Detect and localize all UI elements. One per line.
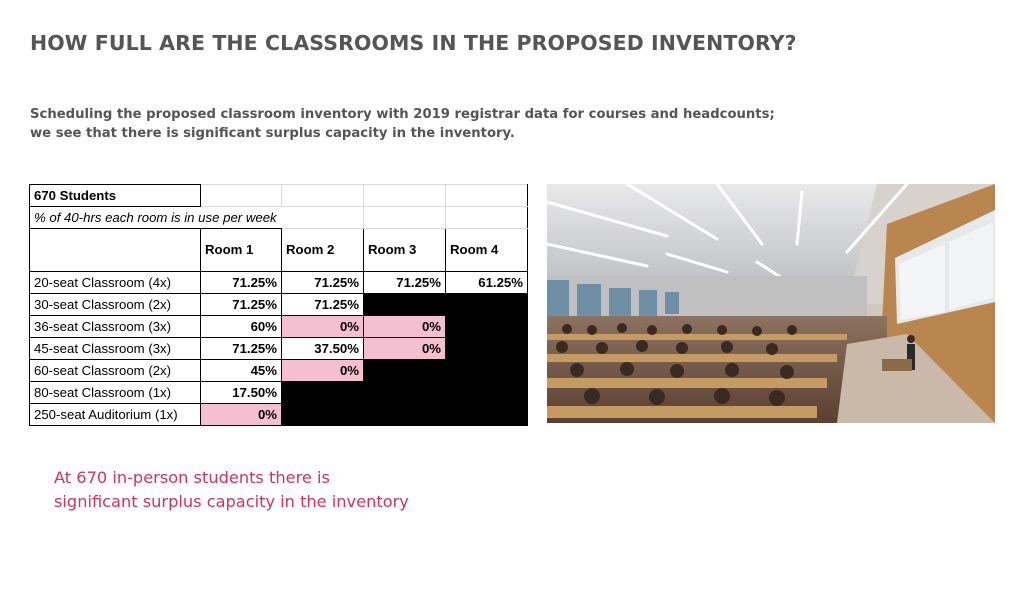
unavailable-cell xyxy=(446,404,528,426)
subtitle-line-1: Scheduling the proposed classroom inventory with 2019 registrar data for courses and headcounts; xyxy=(30,107,775,122)
table-cell: 61.25% xyxy=(446,272,528,294)
unavailable-cell xyxy=(446,294,528,316)
row-label: 250-seat Auditorium (1x) xyxy=(30,404,201,426)
table-cell: 60% xyxy=(201,316,282,338)
zero-usage-cell: 0% xyxy=(282,360,364,382)
unavailable-cell xyxy=(446,360,528,382)
zero-usage-cell: 0% xyxy=(201,404,282,426)
table-row xyxy=(30,360,528,382)
table-row xyxy=(30,316,528,338)
subtitle-line-2: we see that there is significant surplus capacity in the inventory. xyxy=(30,126,515,141)
row-label: 36-seat Classroom (3x) xyxy=(30,316,201,338)
table-group-row xyxy=(30,185,528,207)
column-header-room-2: Room 2 xyxy=(282,229,364,272)
table-row xyxy=(30,272,528,294)
zero-usage-cell: 0% xyxy=(364,338,446,360)
unavailable-cell xyxy=(364,294,446,316)
callout-line-2: significant surplus capacity in the inventory xyxy=(54,492,409,511)
column-header-room-1: Room 1 xyxy=(201,229,282,272)
row-label: 45-seat Classroom (3x) xyxy=(30,338,201,360)
table-row xyxy=(30,294,528,316)
table-row xyxy=(30,404,528,426)
table-cell: 45% xyxy=(201,360,282,382)
table-cell: 71.25% xyxy=(201,272,282,294)
callout-line-1: At 670 in-person students there is xyxy=(54,468,330,487)
table-cell: 17.50% xyxy=(201,382,282,404)
zero-usage-cell: 0% xyxy=(282,316,364,338)
table-caption: % of 40-hrs each room is in use per week xyxy=(30,207,282,229)
zero-usage-cell: 0% xyxy=(364,316,446,338)
unavailable-cell xyxy=(446,338,528,360)
table-cell: 71.25% xyxy=(201,294,282,316)
row-label: 80-seat Classroom (1x) xyxy=(30,382,201,404)
table-row xyxy=(30,338,528,360)
lecture-hall-photo xyxy=(547,184,995,423)
page-subtitle xyxy=(30,105,775,143)
table-cell: 71.25% xyxy=(201,338,282,360)
row-label: 30-seat Classroom (2x) xyxy=(30,294,201,316)
column-header-room-3: Room 3 xyxy=(364,229,446,272)
table-cell: 71.25% xyxy=(282,294,364,316)
unavailable-cell xyxy=(364,404,446,426)
row-label: 60-seat Classroom (2x) xyxy=(30,360,201,382)
callout-text xyxy=(54,466,409,514)
unavailable-cell xyxy=(446,316,528,338)
unavailable-cell xyxy=(282,382,364,404)
unavailable-cell xyxy=(282,404,364,426)
group-label: 670 Students xyxy=(30,185,201,207)
unavailable-cell xyxy=(446,382,528,404)
table-cell: 71.25% xyxy=(282,272,364,294)
unavailable-cell xyxy=(364,382,446,404)
table-caption-row xyxy=(30,207,528,229)
table-cell: 71.25% xyxy=(364,272,446,294)
room-usage-table xyxy=(29,184,528,426)
table-cell: 37.50% xyxy=(282,338,364,360)
page-title: HOW FULL ARE THE CLASSROOMS IN THE PROPOSED INVENTORY? xyxy=(30,31,797,55)
table-row xyxy=(30,382,528,404)
row-label: 20-seat Classroom (4x) xyxy=(30,272,201,294)
table-header-row xyxy=(30,229,528,272)
unavailable-cell xyxy=(364,360,446,382)
column-header-room-4: Room 4 xyxy=(446,229,528,272)
